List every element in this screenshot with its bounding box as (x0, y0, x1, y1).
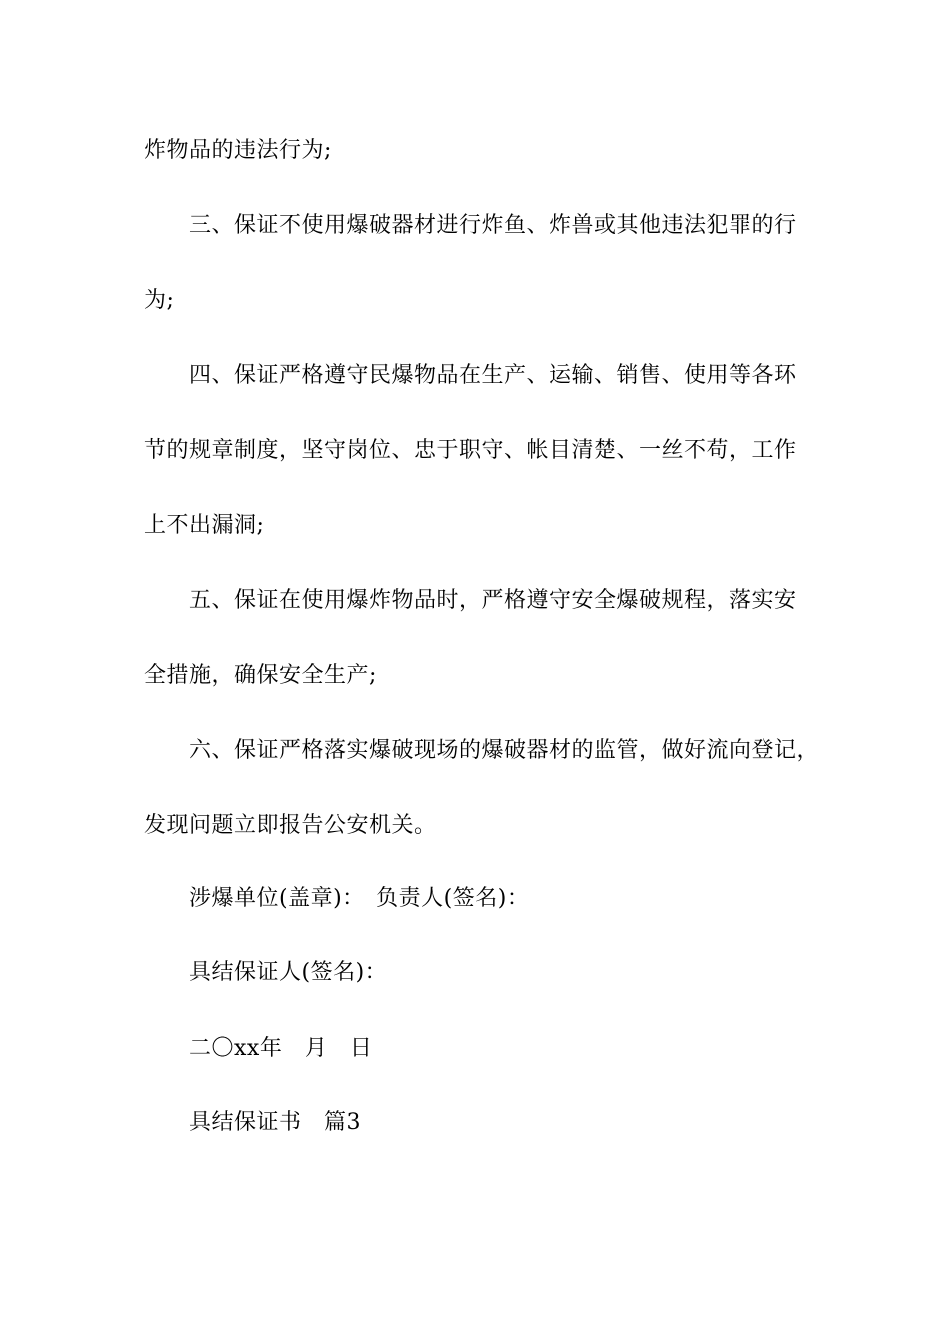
clause-five-line-1: 五、保证在使用爆炸物品时，严格遵守安全爆破规程，落实安 (189, 588, 797, 613)
clause-six-line-1: 六、保证严格落实爆破现场的爆破器材的监管，做好流向登记， (189, 738, 820, 763)
clause-four-line-1: 四、保证严格遵守民爆物品在生产、运输、销售、使用等各环 (189, 363, 797, 388)
guarantor-signature-line: 具结保证人(签名)： (189, 960, 388, 985)
text-line-1: 炸物品的违法行为; (144, 138, 332, 163)
section-heading: 具结保证书 篇3 (189, 1110, 361, 1135)
clause-six-line-2: 发现问题立即报告公安机关。 (144, 813, 437, 838)
clause-five-line-2: 全措施，确保安全生产; (144, 663, 377, 688)
clause-three-line-1: 三、保证不使用爆破器材进行炸鱼、炸兽或其他违法犯罪的行 (189, 213, 797, 238)
date-line: 二〇xx年 月 日 (189, 1036, 373, 1061)
clause-four-line-3: 上不出漏洞; (144, 513, 265, 538)
clause-four-line-2: 节的规章制度，坚守岗位、忠于职守、帐目清楚、一丝不苟，工作 (144, 438, 797, 463)
clause-three-line-2: 为; (144, 288, 175, 313)
unit-signature-line: 涉爆单位(盖章)： 负责人(签名)： (189, 886, 530, 911)
